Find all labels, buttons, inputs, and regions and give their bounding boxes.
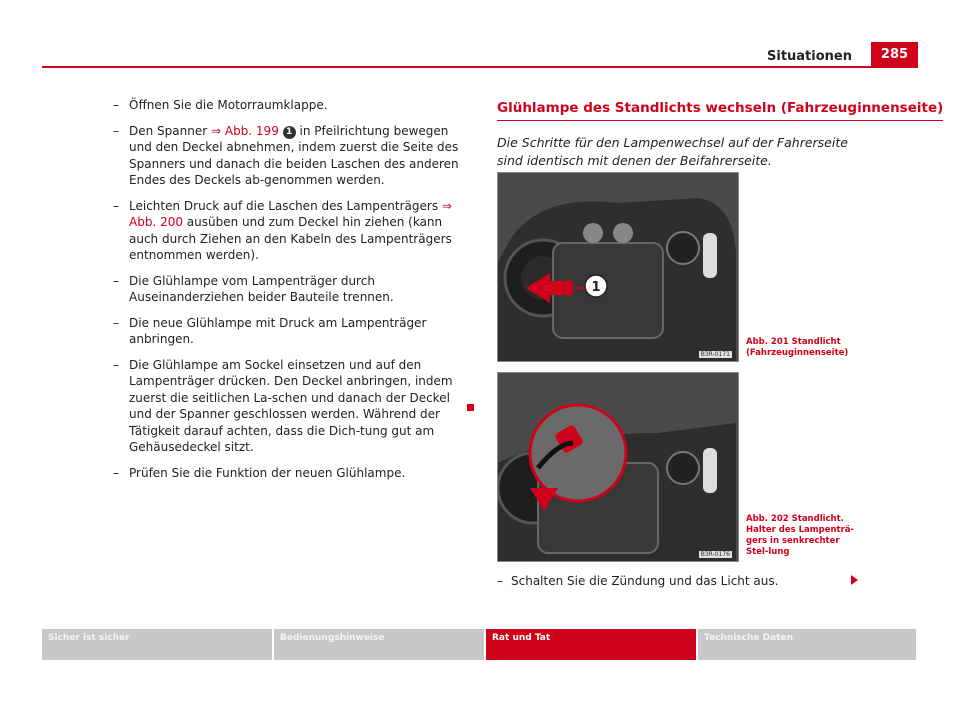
- dash-bullet: –: [113, 315, 119, 330]
- figure-code: B3R-0171: [700, 351, 730, 358]
- step-text: Leichten Druck auf die Laschen des Lampenträgers: [129, 198, 442, 213]
- dash-bullet: –: [113, 123, 119, 138]
- step-text: ausüben und zum Deckel hin ziehen (kann auch durch Ziehen an den Kabeln des Lampenträgers entnommen werden).: [129, 215, 452, 262]
- section-end-mark: [467, 404, 474, 411]
- step-text: Die Glühlampe vom Lampenträger durch Auseinanderziehen beider Bauteile trennen.: [129, 273, 394, 304]
- figure-202-caption: Abb. 202 Standlicht. Halter des Lampenträ-gers in senkrechter Stel-lung: [746, 514, 855, 557]
- instruction-list: [113, 97, 473, 490]
- step-item: [113, 97, 473, 114]
- step-text: Die neue Glühlampe mit Druck am Lampenträger anbringen.: [129, 315, 427, 346]
- header-rule: [42, 66, 918, 68]
- step-item: [113, 465, 473, 482]
- footer-tab-bedienung[interactable]: Bedienungshinweise: [274, 629, 484, 660]
- footer-navigation: [42, 629, 918, 660]
- figure-code: B3R-0176: [700, 551, 730, 558]
- dash-bullet: –: [113, 98, 119, 112]
- header-title: Situationen: [767, 49, 852, 64]
- step-item: [113, 123, 473, 189]
- step-text: in Pfeilrichtung bewegen und den Deckel abnehmen, indem zuerst die Seite des Spanners und danach die beiden Laschen des anderen Endes des Deckels ab-genommen werden.: [129, 123, 459, 187]
- dash-bullet: –: [113, 198, 119, 213]
- figure-202-image: [497, 372, 739, 562]
- figure-callout: 1: [591, 280, 601, 295]
- footer-tab-sicher[interactable]: Sicher ist sicher: [42, 629, 272, 660]
- dash-bullet: –: [497, 574, 503, 588]
- lamp-holder-illustration: [498, 373, 738, 561]
- step-text: Prüfen Sie die Funktion der neuen Glühlampe.: [129, 465, 406, 480]
- section-intro: Die Schritte für den Lampenwechsel auf der Fahrerseite sind identisch mit denen der Beifahrerseite.: [497, 135, 848, 168]
- final-step: [497, 574, 778, 588]
- section-heading: Glühlampe des Standlichts wechseln (Fahrzeuginnenseite): [497, 100, 943, 121]
- continue-arrow-icon: [851, 575, 858, 585]
- figure-201-caption: Abb. 201 Standlicht (Fahrzeuginnenseite): [746, 337, 849, 358]
- step-text: Den Spanner: [129, 123, 211, 138]
- callout-number: 1: [283, 126, 296, 139]
- figure-reference-link[interactable]: ⇒ Abb. 200: [129, 198, 452, 229]
- step-item: [113, 357, 473, 456]
- figure-reference-link[interactable]: ⇒ Abb. 199: [210, 123, 279, 138]
- step-text: Schalten Sie die Zündung und das Licht aus.: [511, 574, 779, 588]
- page-number: 285: [871, 42, 918, 68]
- step-text: Die Glühlampe am Sockel einsetzen und auf den Lampenträger drücken. Den Deckel anbringen, indem zuerst die seitlichen La-schen und danach der Deckel und der Spanner geschlossen werden. Während der Tätigkeit darauf achten, dass die Dich-tung gut am Gehäusedeckel sitzt.: [129, 357, 453, 454]
- footer-tab-technische-daten[interactable]: Technische Daten: [698, 629, 916, 660]
- dash-bullet: –: [113, 465, 119, 480]
- dash-bullet: –: [113, 357, 119, 372]
- step-item: [113, 315, 473, 348]
- footer-tab-rat-und-tat[interactable]: Rat und Tat: [486, 629, 696, 660]
- step-item: [113, 198, 473, 264]
- headlight-housing-illustration: [498, 173, 738, 361]
- step-item: [113, 273, 473, 306]
- dash-bullet: –: [113, 273, 119, 288]
- section: [497, 97, 944, 170]
- figure-201-image: [497, 172, 739, 362]
- step-text: Öffnen Sie die Motorraumklappe.: [129, 98, 328, 112]
